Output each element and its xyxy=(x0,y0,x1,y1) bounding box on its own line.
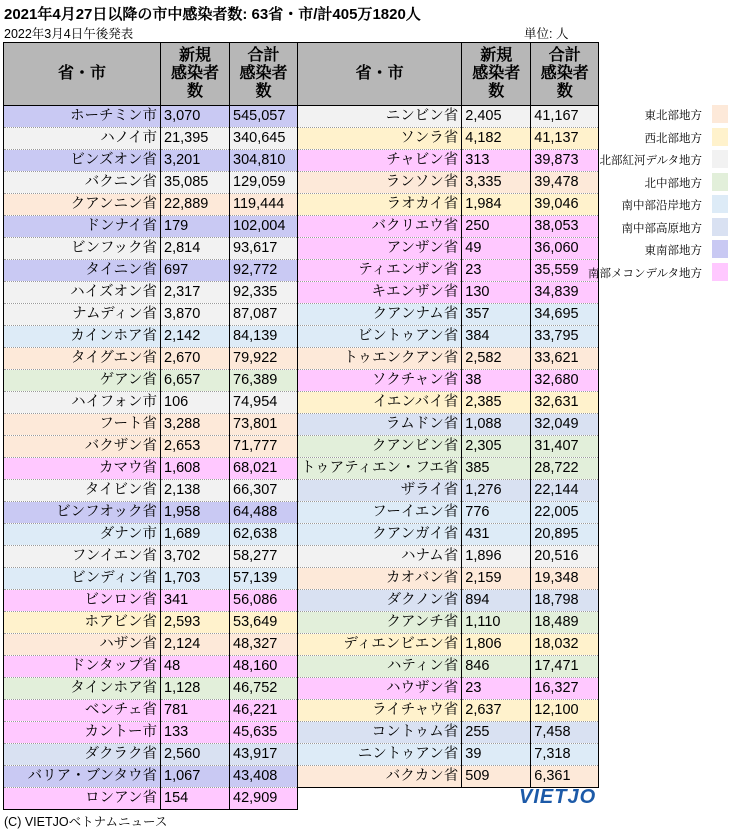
province-name: ラムドン省 xyxy=(298,414,462,436)
total-cases-value: 129,059 xyxy=(230,172,298,194)
province-name: ベンチェ省 xyxy=(4,700,161,722)
total-cases-value: 20,895 xyxy=(531,524,599,546)
table-row xyxy=(4,612,298,634)
table-row xyxy=(4,700,298,722)
new-cases-value: 4,182 xyxy=(462,128,531,150)
new-cases-value: 2,385 xyxy=(462,392,531,414)
table-row xyxy=(4,766,298,788)
table-row xyxy=(4,722,298,744)
province-name: バクリエウ省 xyxy=(298,216,462,238)
province-name: ナムディン省 xyxy=(4,304,161,326)
total-cases-value: 18,798 xyxy=(531,590,599,612)
province-name: ドンナイ省 xyxy=(4,216,161,238)
new-cases-value: 3,288 xyxy=(161,414,230,436)
table-row xyxy=(4,590,298,612)
new-cases-header: 新規 感染者 数 xyxy=(161,43,230,106)
legend-item xyxy=(594,193,726,215)
province-name: ハザン省 xyxy=(4,634,161,656)
province-name: タインホア省 xyxy=(4,678,161,700)
total-cases-value: 22,005 xyxy=(531,502,599,524)
table-row xyxy=(298,546,599,568)
new-cases-value: 385 xyxy=(462,458,531,480)
total-cases-value: 19,348 xyxy=(531,568,599,590)
new-cases-value: 1,088 xyxy=(462,414,531,436)
province-name: ソクチャン省 xyxy=(298,370,462,392)
province-name: ハティン省 xyxy=(298,656,462,678)
province-name: ハウザン省 xyxy=(298,678,462,700)
legend-label: 東南部地方 xyxy=(644,245,702,257)
province-name: ロンアン省 xyxy=(4,788,161,810)
total-cases-value: 39,873 xyxy=(531,150,599,172)
new-cases-value: 1,703 xyxy=(161,568,230,590)
legend-item xyxy=(594,103,726,125)
province-name: クアンガイ省 xyxy=(298,524,462,546)
new-cases-value: 130 xyxy=(462,282,531,304)
province-name: ニントゥアン省 xyxy=(298,744,462,766)
province-name: ソンラ省 xyxy=(298,128,462,150)
total-cases-value: 66,307 xyxy=(230,480,298,502)
new-cases-value: 3,702 xyxy=(161,546,230,568)
legend-label: 南部メコンデルタ地方 xyxy=(588,267,702,280)
province-name: ビンズオン省 xyxy=(4,150,161,172)
table-row xyxy=(4,744,298,766)
table-row xyxy=(4,260,298,282)
legend-swatch xyxy=(712,150,728,168)
province-name: ホーチミン市 xyxy=(4,106,161,128)
legend-swatch xyxy=(712,263,728,281)
table-row xyxy=(298,414,599,436)
province-name: キエンザン省 xyxy=(298,282,462,304)
new-cases-value: 38 xyxy=(462,370,531,392)
total-cases-value: 20,516 xyxy=(531,546,599,568)
new-cases-value: 2,159 xyxy=(462,568,531,590)
total-cases-value: 7,458 xyxy=(531,722,599,744)
legend-swatch xyxy=(712,105,728,123)
table-row xyxy=(4,436,298,458)
table-body-right xyxy=(298,106,599,788)
table-row xyxy=(298,106,599,128)
new-cases-value: 2,142 xyxy=(161,326,230,348)
table-row xyxy=(298,216,599,238)
total-cases-value: 48,327 xyxy=(230,634,298,656)
table-row xyxy=(4,304,298,326)
table-row xyxy=(298,502,599,524)
total-cases-value: 92,335 xyxy=(230,282,298,304)
province-name: ティエンザン省 xyxy=(298,260,462,282)
new-cases-value: 431 xyxy=(462,524,531,546)
cases-table-left xyxy=(3,42,298,810)
new-cases-value: 133 xyxy=(161,722,230,744)
table-row xyxy=(298,766,599,788)
province-name: ゲアン省 xyxy=(4,370,161,392)
new-cases-value: 154 xyxy=(161,788,230,810)
new-cases-value: 1,067 xyxy=(161,766,230,788)
new-cases-value: 1,806 xyxy=(462,634,531,656)
table-row xyxy=(298,238,599,260)
legend-label: 北部紅河デルタ地方 xyxy=(599,155,702,167)
legend-label: 南中部沿岸地方 xyxy=(621,200,702,212)
province-name: クアンナム省 xyxy=(298,304,462,326)
unit-label: 単位: 人 xyxy=(524,27,569,41)
new-cases-value: 21,395 xyxy=(161,128,230,150)
province-name: バリア・ブンタウ省 xyxy=(4,766,161,788)
total-cases-value: 32,680 xyxy=(531,370,599,392)
province-name: ハイズオン省 xyxy=(4,282,161,304)
province-name: イエンバイ省 xyxy=(298,392,462,414)
province-header: 省・市 xyxy=(298,43,462,106)
total-cases-value: 41,167 xyxy=(531,106,599,128)
new-cases-value: 2,582 xyxy=(462,348,531,370)
new-cases-value: 1,276 xyxy=(462,480,531,502)
new-cases-value: 6,657 xyxy=(161,370,230,392)
total-cases-value: 340,645 xyxy=(230,128,298,150)
total-cases-value: 12,100 xyxy=(531,700,599,722)
province-name: トゥアティエン・フエ省 xyxy=(298,458,462,480)
new-cases-header: 新規 感染者 数 xyxy=(462,43,531,106)
legend-swatch xyxy=(712,240,728,258)
total-cases-value: 18,489 xyxy=(531,612,599,634)
province-name: ダクラク省 xyxy=(4,744,161,766)
province-name: ドンタップ省 xyxy=(4,656,161,678)
total-cases-value: 73,801 xyxy=(230,414,298,436)
total-cases-header: 合計 感染者 数 xyxy=(230,43,298,106)
total-cases-value: 48,160 xyxy=(230,656,298,678)
new-cases-value: 23 xyxy=(462,678,531,700)
province-name: ホアビン省 xyxy=(4,612,161,634)
new-cases-value: 2,560 xyxy=(161,744,230,766)
table-row xyxy=(298,568,599,590)
new-cases-value: 2,305 xyxy=(462,436,531,458)
table-row xyxy=(298,524,599,546)
announcement-date: 2022年3月4日午後発表 xyxy=(4,27,134,41)
table-row xyxy=(4,480,298,502)
total-cases-value: 33,795 xyxy=(531,326,599,348)
new-cases-value: 179 xyxy=(161,216,230,238)
new-cases-value: 341 xyxy=(161,590,230,612)
legend-label: 東北部地方 xyxy=(644,110,702,122)
total-cases-value: 28,722 xyxy=(531,458,599,480)
table-row xyxy=(4,172,298,194)
total-cases-value: 68,021 xyxy=(230,458,298,480)
table-row xyxy=(4,128,298,150)
total-cases-value: 56,086 xyxy=(230,590,298,612)
table-row xyxy=(298,150,599,172)
legend-swatch xyxy=(712,173,728,191)
new-cases-value: 48 xyxy=(161,656,230,678)
table-row xyxy=(4,194,298,216)
total-cases-value: 76,389 xyxy=(230,370,298,392)
total-cases-value: 64,488 xyxy=(230,502,298,524)
province-name: トゥエンクアン省 xyxy=(298,348,462,370)
new-cases-value: 1,128 xyxy=(161,678,230,700)
province-name: ビントゥアン省 xyxy=(298,326,462,348)
new-cases-value: 2,317 xyxy=(161,282,230,304)
table-row xyxy=(4,458,298,480)
table-row xyxy=(4,546,298,568)
table-row xyxy=(298,304,599,326)
total-cases-value: 6,361 xyxy=(531,766,599,788)
new-cases-value: 357 xyxy=(462,304,531,326)
legend-swatch xyxy=(712,195,728,213)
new-cases-value: 49 xyxy=(462,238,531,260)
total-cases-value: 58,277 xyxy=(230,546,298,568)
total-cases-value: 545,057 xyxy=(230,106,298,128)
total-cases-value: 43,917 xyxy=(230,744,298,766)
total-cases-value: 53,649 xyxy=(230,612,298,634)
province-name: ハイフォン市 xyxy=(4,392,161,414)
table-row xyxy=(298,722,599,744)
province-name: アンザン省 xyxy=(298,238,462,260)
total-cases-value: 46,221 xyxy=(230,700,298,722)
table-row xyxy=(298,612,599,634)
new-cases-value: 22,889 xyxy=(161,194,230,216)
province-header: 省・市 xyxy=(4,43,161,106)
province-name: ライチャウ省 xyxy=(298,700,462,722)
total-cases-value: 7,318 xyxy=(531,744,599,766)
table-row xyxy=(4,788,298,810)
table-row xyxy=(298,634,599,656)
new-cases-value: 697 xyxy=(161,260,230,282)
province-name: ラオカイ省 xyxy=(298,194,462,216)
table-row xyxy=(298,700,599,722)
province-name: カインホア省 xyxy=(4,326,161,348)
page-title: 2021年4月27日以降の市中感染者数: 63省・市/計405万1820人 xyxy=(4,6,421,23)
table-row xyxy=(298,194,599,216)
total-cases-value: 71,777 xyxy=(230,436,298,458)
total-cases-value: 36,060 xyxy=(531,238,599,260)
new-cases-value: 2,653 xyxy=(161,436,230,458)
table-row xyxy=(298,172,599,194)
new-cases-value: 846 xyxy=(462,656,531,678)
legend-item xyxy=(594,216,726,238)
new-cases-value: 106 xyxy=(161,392,230,414)
table-body-left xyxy=(4,106,298,810)
table-row xyxy=(4,414,298,436)
province-name: ビンフオック省 xyxy=(4,502,161,524)
new-cases-value: 255 xyxy=(462,722,531,744)
province-name: ダナン市 xyxy=(4,524,161,546)
new-cases-value: 2,124 xyxy=(161,634,230,656)
table-row xyxy=(298,392,599,414)
legend-swatch xyxy=(712,128,728,146)
new-cases-value: 1,110 xyxy=(462,612,531,634)
copyright-credit: (C) VIETJOベトナムニュース xyxy=(4,815,168,829)
province-name: カオバン省 xyxy=(298,568,462,590)
table-row xyxy=(4,106,298,128)
new-cases-value: 3,335 xyxy=(462,172,531,194)
legend-item xyxy=(594,126,726,148)
total-cases-value: 18,032 xyxy=(531,634,599,656)
new-cases-value: 1,958 xyxy=(161,502,230,524)
table-row xyxy=(4,326,298,348)
total-cases-value: 31,407 xyxy=(531,436,599,458)
total-cases-value: 35,559 xyxy=(531,260,599,282)
table-row xyxy=(298,656,599,678)
table-row xyxy=(298,744,599,766)
table-row xyxy=(298,282,599,304)
total-cases-value: 34,839 xyxy=(531,282,599,304)
total-cases-value: 92,772 xyxy=(230,260,298,282)
table-row xyxy=(298,348,599,370)
total-cases-value: 39,046 xyxy=(531,194,599,216)
table-row xyxy=(4,678,298,700)
province-name: ニンビン省 xyxy=(298,106,462,128)
province-name: ビンディン省 xyxy=(4,568,161,590)
total-cases-value: 45,635 xyxy=(230,722,298,744)
province-name: フーイエン省 xyxy=(298,502,462,524)
table-row xyxy=(298,436,599,458)
legend-item xyxy=(594,171,726,193)
province-name: コントゥム省 xyxy=(298,722,462,744)
table-row xyxy=(4,282,298,304)
total-cases-value: 33,621 xyxy=(531,348,599,370)
table-row xyxy=(298,480,599,502)
new-cases-value: 781 xyxy=(161,700,230,722)
legend-label: 西北部地方 xyxy=(644,132,702,145)
new-cases-value: 3,870 xyxy=(161,304,230,326)
table-row xyxy=(4,150,298,172)
province-name: カントー市 xyxy=(4,722,161,744)
new-cases-value: 35,085 xyxy=(161,172,230,194)
province-name: フンイエン省 xyxy=(4,546,161,568)
legend-item xyxy=(588,261,726,283)
total-cases-value: 16,327 xyxy=(531,678,599,700)
total-cases-value: 74,954 xyxy=(230,392,298,414)
table-row xyxy=(298,678,599,700)
province-name: ダクノン省 xyxy=(298,590,462,612)
total-cases-value: 32,631 xyxy=(531,392,599,414)
province-name: バクカン省 xyxy=(298,766,462,788)
new-cases-value: 384 xyxy=(462,326,531,348)
new-cases-value: 1,689 xyxy=(161,524,230,546)
table-row xyxy=(298,260,599,282)
province-name: ビンロン省 xyxy=(4,590,161,612)
new-cases-value: 23 xyxy=(462,260,531,282)
new-cases-value: 313 xyxy=(462,150,531,172)
legend-swatch xyxy=(712,218,728,236)
table-row xyxy=(298,590,599,612)
new-cases-value: 1,608 xyxy=(161,458,230,480)
table-row xyxy=(4,392,298,414)
legend-item xyxy=(594,148,726,170)
new-cases-value: 2,670 xyxy=(161,348,230,370)
legend-label: 北中部地方 xyxy=(644,177,702,190)
vietjo-logo: VIETJO xyxy=(519,786,597,808)
new-cases-value: 2,593 xyxy=(161,612,230,634)
table-row xyxy=(4,524,298,546)
new-cases-value: 776 xyxy=(462,502,531,524)
table-row xyxy=(298,128,599,150)
province-name: ハナム省 xyxy=(298,546,462,568)
table-row xyxy=(4,502,298,524)
new-cases-value: 39 xyxy=(462,744,531,766)
total-cases-value: 43,408 xyxy=(230,766,298,788)
legend-item xyxy=(594,238,726,260)
province-name: タイグエン省 xyxy=(4,348,161,370)
table-row xyxy=(4,656,298,678)
new-cases-value: 250 xyxy=(462,216,531,238)
province-name: カマウ省 xyxy=(4,458,161,480)
table-row xyxy=(4,634,298,656)
province-name: タイビン省 xyxy=(4,480,161,502)
total-cases-value: 46,752 xyxy=(230,678,298,700)
total-cases-value: 34,695 xyxy=(531,304,599,326)
cases-table-right xyxy=(297,42,599,788)
new-cases-value: 3,070 xyxy=(161,106,230,128)
province-name: タイニン省 xyxy=(4,260,161,282)
total-cases-value: 62,638 xyxy=(230,524,298,546)
province-name: ザライ省 xyxy=(298,480,462,502)
new-cases-value: 2,814 xyxy=(161,238,230,260)
province-name: クアンニン省 xyxy=(4,194,161,216)
province-name: クアンビン省 xyxy=(298,436,462,458)
new-cases-value: 1,984 xyxy=(462,194,531,216)
new-cases-value: 3,201 xyxy=(161,150,230,172)
new-cases-value: 2,637 xyxy=(462,700,531,722)
table-row xyxy=(4,568,298,590)
total-cases-value: 79,922 xyxy=(230,348,298,370)
table-row xyxy=(4,370,298,392)
total-cases-value: 57,139 xyxy=(230,568,298,590)
province-name: ビンフック省 xyxy=(4,238,161,260)
province-name: ランソン省 xyxy=(298,172,462,194)
total-cases-value: 87,087 xyxy=(230,304,298,326)
province-name: バクニン省 xyxy=(4,172,161,194)
total-cases-value: 93,617 xyxy=(230,238,298,260)
table-row xyxy=(4,348,298,370)
total-cases-value: 102,004 xyxy=(230,216,298,238)
new-cases-value: 894 xyxy=(462,590,531,612)
table-row xyxy=(4,238,298,260)
total-cases-value: 84,139 xyxy=(230,326,298,348)
total-cases-value: 41,137 xyxy=(531,128,599,150)
table-row xyxy=(4,216,298,238)
province-name: クアンチ省 xyxy=(298,612,462,634)
total-cases-value: 22,144 xyxy=(531,480,599,502)
total-cases-header: 合計 感染者 数 xyxy=(531,43,599,106)
total-cases-value: 304,810 xyxy=(230,150,298,172)
province-name: フート省 xyxy=(4,414,161,436)
province-name: ディエンビエン省 xyxy=(298,634,462,656)
new-cases-value: 2,405 xyxy=(462,106,531,128)
total-cases-value: 17,471 xyxy=(531,656,599,678)
province-name: ハノイ市 xyxy=(4,128,161,150)
total-cases-value: 39,478 xyxy=(531,172,599,194)
total-cases-value: 38,053 xyxy=(531,216,599,238)
table-row xyxy=(298,458,599,480)
total-cases-value: 119,444 xyxy=(230,194,298,216)
new-cases-value: 509 xyxy=(462,766,531,788)
legend-label: 南中部高原地方 xyxy=(621,222,702,235)
total-cases-value: 42,909 xyxy=(230,788,298,810)
table-row xyxy=(298,370,599,392)
new-cases-value: 2,138 xyxy=(161,480,230,502)
province-name: バクザン省 xyxy=(4,436,161,458)
table-row xyxy=(298,326,599,348)
new-cases-value: 1,896 xyxy=(462,546,531,568)
province-name: チャビン省 xyxy=(298,150,462,172)
total-cases-value: 32,049 xyxy=(531,414,599,436)
